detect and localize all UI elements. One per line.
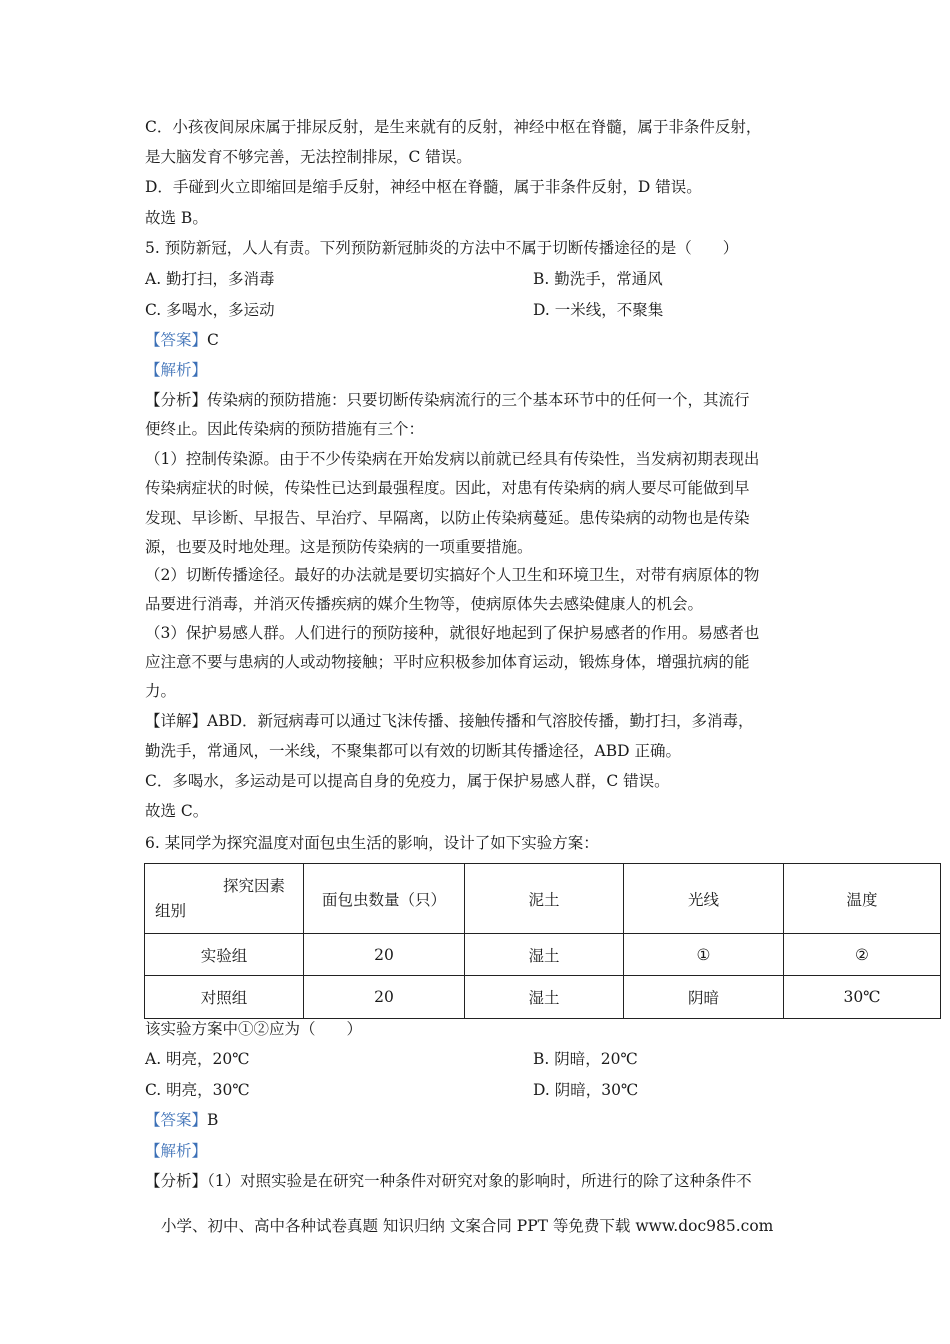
text-segment: 发现、早诊断、早报告、早治疗、早隔离，以防止传染病蔓延。患传染病的动物也是传染 bbox=[145, 509, 750, 527]
text-line bbox=[145, 1141, 207, 1161]
section-label: 【解析】 bbox=[145, 1142, 208, 1160]
option-right: D. 阴暗，30℃ bbox=[533, 1081, 639, 1099]
option-right: D. 一米线，不聚集 bbox=[533, 301, 664, 319]
text-line bbox=[145, 508, 750, 528]
section-label: 【答案】 bbox=[145, 1111, 208, 1129]
text-line bbox=[145, 208, 208, 228]
text-line bbox=[145, 741, 681, 761]
text-line bbox=[145, 801, 208, 821]
text-segment: 【分析】（1）对照实验是在研究一种条件对研究对象的影响时，所进行的除了这种条件不 bbox=[145, 1172, 752, 1190]
text-line bbox=[145, 833, 599, 853]
table-corner-cell bbox=[145, 864, 304, 934]
text-segment: 勤洗手，常通风，一米线，不聚集都可以有效的切断其传播途径，ABD 正确。 bbox=[145, 742, 681, 760]
text-line bbox=[145, 478, 750, 498]
section-label: 【解析】 bbox=[145, 361, 208, 379]
text-line bbox=[145, 390, 750, 410]
text-segment: 该实验方案中①②应为（ ） bbox=[145, 1020, 363, 1038]
table-cell: ① bbox=[624, 934, 784, 976]
option-left: A. 勤打扫，多消毒 bbox=[145, 270, 275, 288]
header-cell: 温度 bbox=[784, 864, 941, 934]
option-right: B. 勤洗手，常通风 bbox=[533, 270, 663, 288]
header-cell: 泥土 bbox=[465, 864, 624, 934]
option-right: B. 阴暗，20℃ bbox=[533, 1050, 638, 1068]
text-line bbox=[145, 652, 750, 672]
text-line bbox=[145, 117, 761, 137]
table-header-row bbox=[145, 864, 941, 934]
text-segment: 品要进行消毒，并消灭传播疾病的媒介生物等，使病原体失去感染健康人的机会。 bbox=[145, 595, 704, 613]
text-line bbox=[145, 537, 533, 557]
text-segment: B bbox=[207, 1111, 219, 1129]
text-line bbox=[145, 681, 176, 701]
text-segment: 故选 C。 bbox=[145, 802, 209, 820]
table-cell: 湿土 bbox=[465, 934, 624, 976]
text-segment: 力。 bbox=[145, 682, 177, 700]
text-line bbox=[145, 594, 703, 614]
page-footer: 小学、初中、高中各种试卷真题 知识归纳 文案合同 PPT 等免费下载 www.doc985.com bbox=[161, 1217, 774, 1235]
text-segment: D．手碰到火立即缩回是缩手反射，神经中枢在脊髓，属于非条件反射，D 错误。 bbox=[145, 178, 702, 196]
table-cell: ② bbox=[784, 934, 941, 976]
text-line bbox=[145, 565, 759, 585]
text-segment: 故选 B。 bbox=[145, 209, 208, 227]
table-cell: 阴暗 bbox=[624, 976, 784, 1019]
text-segment: 【详解】ABD．新冠病毒可以通过飞沫传播、接触传播和气溶胶传播，勤打扫，多消毒， bbox=[145, 712, 754, 730]
text-line bbox=[145, 623, 759, 643]
option-left: C. 明亮，30℃ bbox=[145, 1081, 250, 1099]
corner-top-label: 探究因素 bbox=[222, 877, 285, 895]
table-cell: 实验组 bbox=[145, 934, 304, 976]
text-segment: C．小孩夜间尿床属于排尿反射，是生来就有的反射，神经中枢在脊髓，属于非条件反射， bbox=[145, 118, 762, 136]
text-line bbox=[145, 238, 738, 258]
section-label: 【答案】 bbox=[145, 331, 208, 349]
corner-bottom-label: 组别 bbox=[155, 902, 187, 920]
text-segment: （3）保护易感人群。人们进行的预防接种，就很好地起到了保护易感者的作用。易感者也 bbox=[145, 624, 760, 642]
table-row bbox=[145, 934, 941, 976]
option-left: C. 多喝水，多运动 bbox=[145, 301, 275, 319]
text-segment: （1）控制传染源。由于不少传染病在开始发病以前就已经具有传染性，当发病初期表现出 bbox=[145, 450, 760, 468]
text-line bbox=[145, 177, 702, 197]
table-cell: 对照组 bbox=[145, 976, 304, 1019]
text-line bbox=[145, 360, 207, 380]
text-line bbox=[145, 1171, 752, 1191]
option-left: A. 明亮，20℃ bbox=[145, 1050, 250, 1068]
text-segment: 6. 某同学为探究温度对面包虫生活的影响，设计了如下实验方案： bbox=[145, 834, 599, 852]
text-segment: 应注意不要与患病的人或动物接触；平时应积极参加体育运动，锻炼身体，增强抗病的能 bbox=[145, 653, 750, 671]
text-line bbox=[145, 419, 424, 439]
text-line bbox=[145, 771, 670, 791]
text-line bbox=[145, 449, 759, 469]
text-segment: 便终止。因此传染病的预防措施有三个： bbox=[145, 420, 425, 438]
text-line bbox=[145, 711, 754, 731]
table-cell: 湿土 bbox=[465, 976, 624, 1019]
header-cell: 面包虫数量（只） bbox=[304, 864, 465, 934]
text-segment: 是大脑发育不够完善，无法控制排尿，C 错误。 bbox=[145, 148, 472, 166]
text-line bbox=[145, 147, 472, 167]
header-cell: 光线 bbox=[624, 864, 784, 934]
text-segment: 传染病症状的时候，传染性已达到最强程度。因此，对患有传染病的病人要尽可能做到早 bbox=[145, 479, 750, 497]
text-segment: 源，也要及时地处理。这是预防传染病的一项重要措施。 bbox=[145, 538, 533, 556]
text-line bbox=[145, 1110, 218, 1130]
experiment-table bbox=[144, 863, 941, 1019]
text-segment: 【分析】传染病的预防措施：只要切断传染病流行的三个基本环节中的任何一个，其流行 bbox=[145, 391, 750, 409]
text-segment: C bbox=[207, 331, 219, 349]
table-cell: 20 bbox=[304, 934, 465, 976]
text-segment: 5. 预防新冠，人人有责。下列预防新冠肺炎的方法中不属于切断传播途径的是（ ） bbox=[145, 239, 739, 257]
text-line bbox=[145, 1019, 362, 1039]
table-cell: 30℃ bbox=[784, 976, 941, 1019]
table-row bbox=[145, 976, 941, 1019]
table-cell: 20 bbox=[304, 976, 465, 1019]
text-segment: C．多喝水，多运动是可以提高自身的免疫力，属于保护易感人群，C 错误。 bbox=[145, 772, 670, 790]
text-line bbox=[145, 330, 219, 350]
text-segment: （2）切断传播途径。最好的办法就是要切实搞好个人卫生和环境卫生，对带有病原体的物 bbox=[145, 566, 760, 584]
